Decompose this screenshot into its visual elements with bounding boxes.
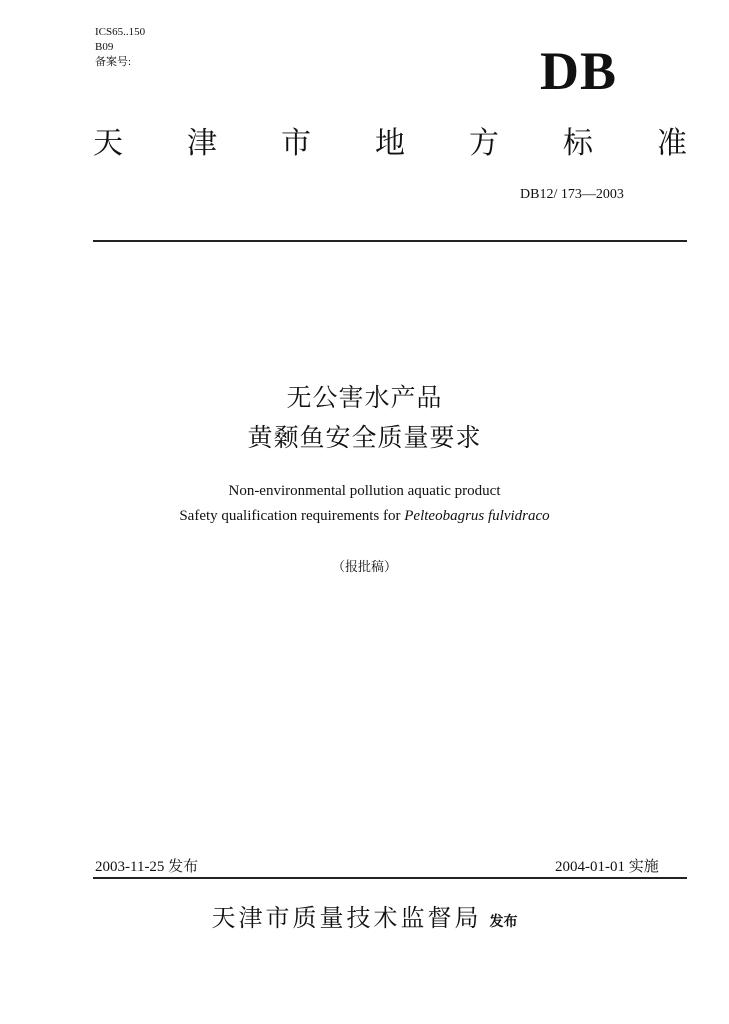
standard-type-char: 方 — [469, 126, 499, 161]
issuer-suffix: 发布 — [489, 914, 518, 930]
issuer-line — [0, 898, 729, 933]
standard-type-heading — [93, 124, 687, 164]
issue-date: 2003-11-25 发布 — [95, 859, 199, 875]
class-code: B09 — [95, 41, 114, 53]
title-en-prefix: Safety qualification requirements for — [179, 508, 405, 524]
title-cn-line-1: 无公害水产品 — [286, 383, 443, 412]
standard-type-char: 地 — [375, 126, 405, 161]
draft-note: （报批稿） — [331, 560, 397, 575]
title-cn-line-2: 黄颡鱼安全质量要求 — [247, 423, 482, 452]
footer-divider — [93, 877, 687, 879]
document-meta — [95, 25, 145, 70]
title-en-line-1: Non-environmental pollution aquatic product — [228, 483, 501, 499]
filing-number-label: 备案号: — [95, 56, 132, 68]
title-en-line-2 — [0, 508, 729, 525]
ics-code: ICS65..150 — [95, 26, 146, 38]
standard-type-char: 天 — [93, 126, 123, 161]
standard-number: DB12/ 173—2003 — [520, 187, 624, 202]
implementation-date: 2004-01-01 实施 — [555, 859, 659, 875]
standard-type-char: 市 — [281, 126, 311, 161]
standard-type-char: 津 — [187, 126, 217, 161]
standard-type-char: 准 — [657, 126, 687, 161]
header-divider — [93, 240, 687, 242]
issuer-name: 天津市质量技术监督局 — [211, 904, 482, 932]
db-logo-mark: DB — [540, 41, 618, 101]
species-name: Pelteobagrus fulvidraco — [404, 508, 550, 524]
standard-type-char: 标 — [563, 126, 593, 161]
